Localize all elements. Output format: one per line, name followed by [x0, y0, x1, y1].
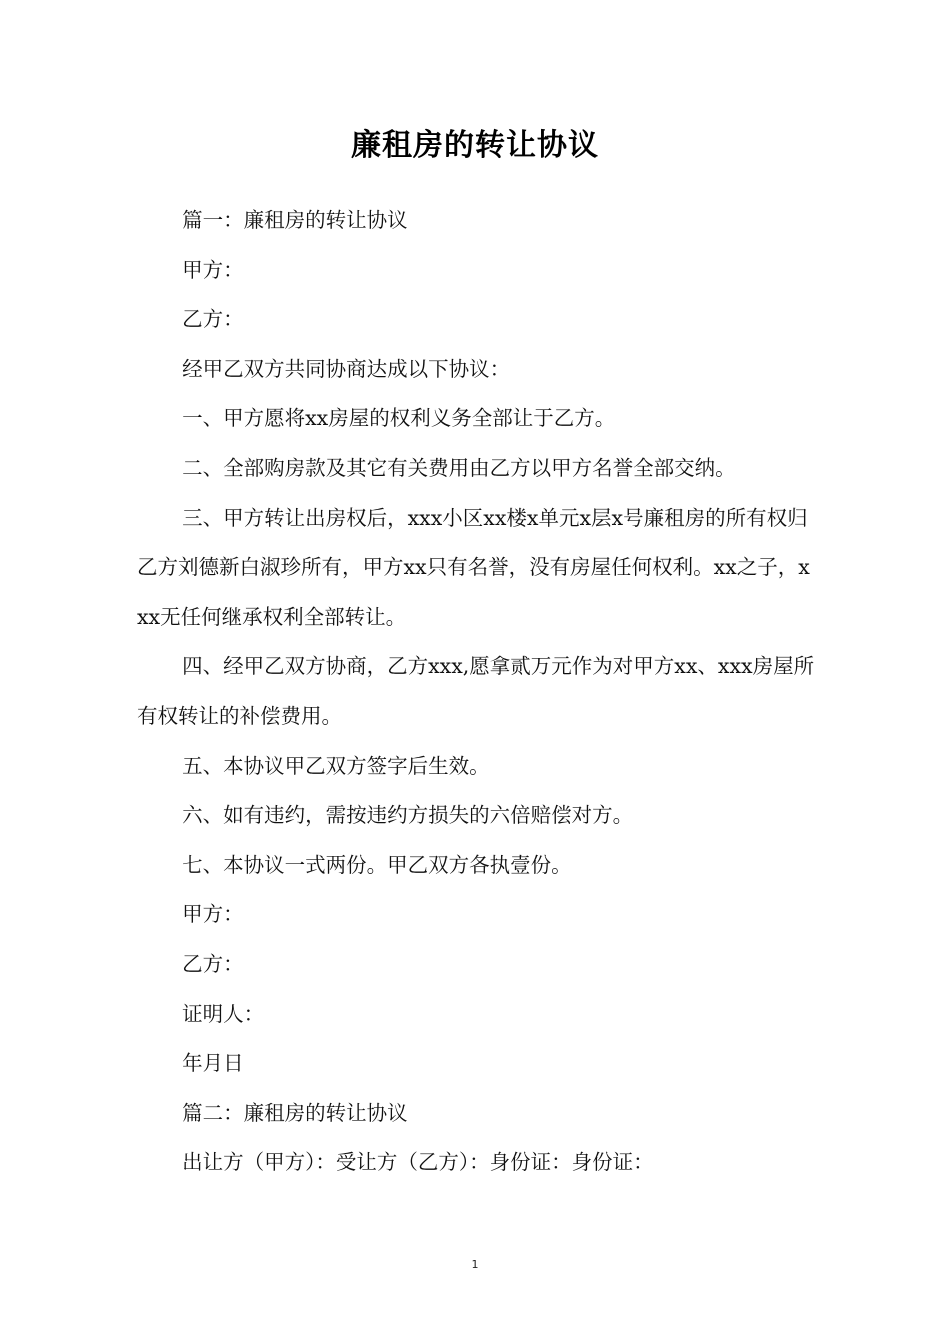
paragraph-part-two-heading: 篇二：廉租房的转让协议: [182, 1100, 408, 1125]
paragraph-signature-party-b: 乙方：: [182, 951, 244, 976]
document-body: [137, 196, 817, 1188]
paragraph-agreement-intro: 经甲乙双方共同协商达成以下协议：: [182, 356, 511, 381]
paragraph-clause-7: 七、本协议一式两份。甲乙双方各执壹份。: [182, 852, 572, 877]
page-number: 1: [471, 1258, 479, 1271]
paragraph-witness: 证明人：: [182, 1001, 265, 1026]
paragraph-transfer-parties: 出让方（甲方）：受让方（乙方）：身份证：身份证：: [182, 1150, 654, 1175]
paragraph-clause-2: 二、全部购房款及其它有关费用由乙方以甲方名誉全部交纳。: [182, 455, 736, 480]
paragraph-clause-1: 一、甲方愿将xx房屋的权利义务全部让于乙方。: [182, 406, 616, 431]
paragraph-signature-party-a: 甲方：: [182, 902, 244, 927]
paragraph-clause-3: 三、甲方转让出房权后，xxx小区xx楼x单元x层x号廉租房的所有权归乙方刘德新白淑珍所有，甲方xx只有名誉，没有房屋任何权利。xx之子，xxx无任何继承权利全部转让。: [137, 505, 810, 629]
paragraph-date: 年月日: [182, 1051, 244, 1076]
paragraph-clause-6: 六、如有违约，需按违约方损失的六倍赔偿对方。: [182, 803, 634, 828]
document-title: 廉租房的转让协议: [351, 128, 599, 163]
paragraph-clause-5: 五、本协议甲乙双方签字后生效。: [182, 753, 490, 778]
paragraph-clause-4: 四、经甲乙双方协商，乙方xxx,愿拿贰万元作为对甲方xx、xxx房屋所有权转让的补偿费用。: [137, 654, 815, 728]
paragraph-party-b: 乙方：: [182, 307, 244, 332]
paragraph-part-one-heading: 篇一：廉租房的转让协议: [182, 208, 408, 232]
paragraph-party-a: 甲方：: [182, 257, 244, 282]
